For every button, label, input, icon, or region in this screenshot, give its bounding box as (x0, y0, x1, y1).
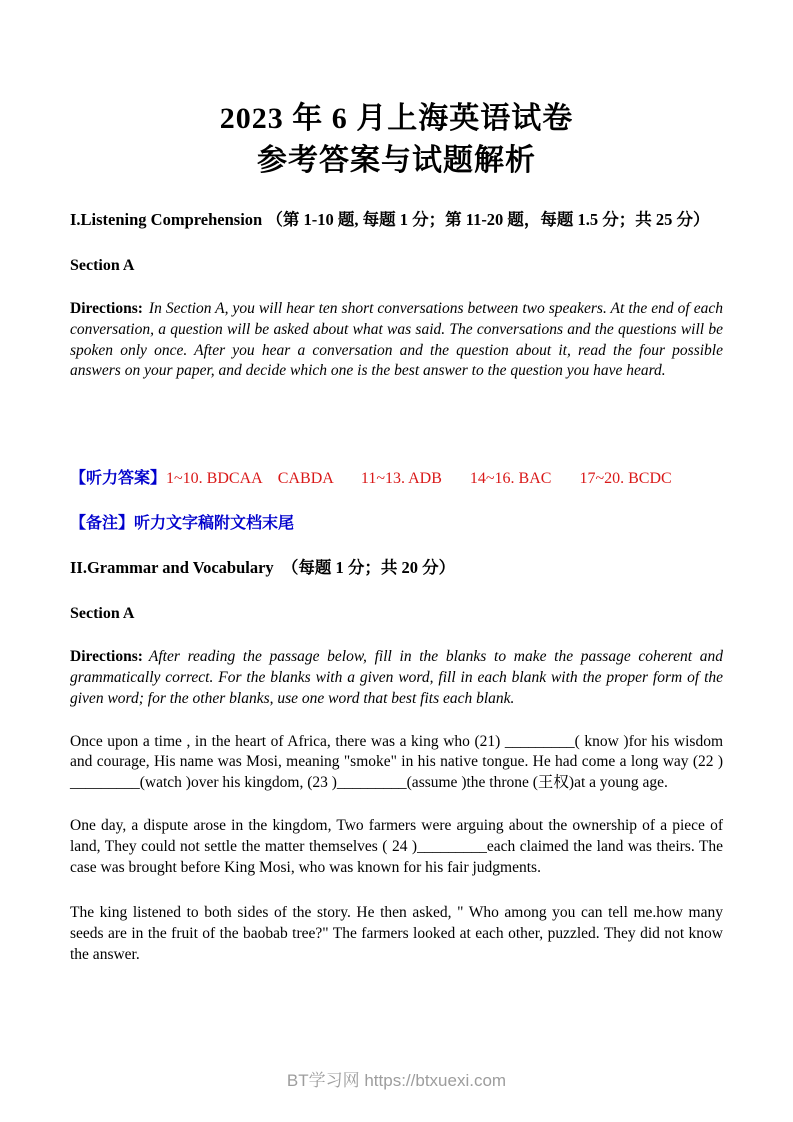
document-title (70, 98, 723, 182)
passage-paragraph-1: Once upon a time , in the heart of Africa, there was a king who (21) _________( know )for his wisdom and courage, His name was Mosi, meaning "smoke" in his native tongue. He had come a long way (22 ) _________(watch )over his kingdom, (23 )_________(assume )the throne (王权)at a young age. (70, 732, 723, 792)
grammar-section-a-label: Section A (70, 605, 135, 623)
watermark-footer: BT学习网 https://btxuexi.com (286, 1071, 507, 1090)
grammar-directions (70, 647, 723, 709)
passage-paragraph-2: One day, a dispute arose in the kingdom, Two farmers were arguing about the ownership of a piece of land, They could not settle the matter themselves ( 24 )_________each claimed the land was theirs. The case was brought before King Mosi, who was known for his fair judgments. (70, 816, 723, 876)
listening-directions-label: Directions: (70, 300, 143, 317)
listening-section-a-label: Section A (70, 257, 135, 274)
listening-note-row (70, 513, 723, 534)
listening-section-heading: I.Listening Comprehension （第 1-10 题, 每题 1 分；第 11-20 题，每题 1.5 分；共 25 分） (70, 210, 710, 229)
passage-paragraph-3: The king listened to both sides of the story. He then asked, " Who among you can tell me.how many seeds are in the fruit of the baobab tree?" The farmers looked at each other, puzzled. They did not know the answer. (70, 904, 723, 963)
listening-answer-key-values: 1~10. BDCAA CABDA 11~13. ADB 14~16. BAC 17~20. BCDC (166, 470, 672, 488)
listening-answer-key-label: 【听力答案】 (70, 470, 167, 488)
grammar-directions-text: After reading the passage below, fill in the blanks to make the passage coherent and grammatically correct. For the blanks with a given word, fill in each blank with the proper form of the given word; for the other blanks, use one word that best fits each blank. (70, 648, 723, 707)
listening-answer-key-row (70, 468, 723, 489)
listening-note-label: 【备注】 (70, 515, 135, 533)
grammar-directions-label: Directions: (70, 648, 143, 666)
document-title-line-1: 2023 年 6 月上海英语试卷 (219, 102, 574, 135)
grammar-section-heading: II.Grammar and Vocabulary （每题 1 分；共 20 分） (70, 558, 456, 578)
document-title-line-2: 参考答案与试题解析 (257, 144, 536, 177)
listening-directions-text: In Section A, you will hear ten short conversations between two speakers. At the end of each conversation, a question will be asked about what was said. The conversations and the questions will be spoken only once. After you hear a conversation and the question about it, read the four possible answers on your paper, and decide which one is the best answer to the question you have heard. (70, 300, 723, 380)
listening-note-text: 听力文字稿附文档末尾 (134, 515, 295, 533)
listening-directions (70, 299, 723, 382)
